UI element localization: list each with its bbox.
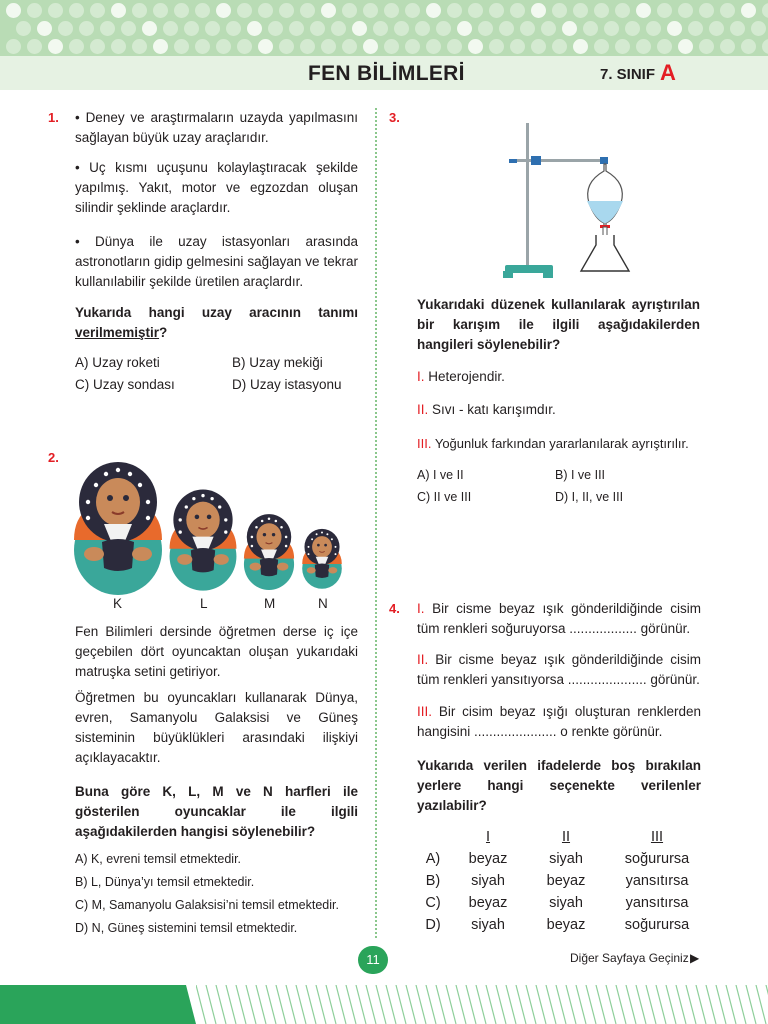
pattern-dot — [184, 21, 199, 36]
stripe-line — [406, 985, 416, 1024]
pattern-dot — [58, 21, 73, 36]
pattern-dot — [153, 3, 168, 18]
pattern-dot — [762, 3, 768, 18]
stripe-line — [386, 985, 396, 1024]
pattern-dot — [720, 3, 735, 18]
q3-statement-1 — [417, 367, 505, 387]
pattern-dot — [321, 3, 336, 18]
q1-question — [75, 303, 358, 343]
pattern-dot — [468, 3, 483, 18]
stripe-line — [466, 985, 476, 1024]
page-title: FEN BİLİMLERİ — [308, 62, 465, 85]
doll-label-l: L — [200, 596, 208, 611]
q4-table-header — [415, 826, 707, 848]
q4-option-d-col2: beyaz — [546, 917, 586, 933]
stripe-line — [486, 985, 496, 1024]
pattern-dot — [657, 39, 672, 54]
pattern-dot — [457, 21, 472, 36]
pattern-dot — [615, 39, 630, 54]
q4-option-b-col1: siyah — [471, 873, 505, 889]
pattern-dot — [174, 3, 189, 18]
pattern-dot — [195, 3, 210, 18]
pattern-dot — [699, 3, 714, 18]
pattern-dot — [510, 3, 525, 18]
q1-option-d[interactable]: D) Uzay istasyonu — [232, 377, 342, 392]
pattern-dot — [16, 21, 31, 36]
pattern-dot — [762, 39, 768, 54]
q4-statement-3-text: Bir cisim beyaz ışığı oluşturan renklerden hangisini ...................... o renkte görünür. — [417, 704, 701, 739]
stripe-line — [236, 985, 246, 1024]
q1-question-text: Yukarıda hangi uzay aracının tanımı — [75, 305, 358, 320]
pattern-dot — [741, 39, 756, 54]
pattern-dot — [499, 21, 514, 36]
q3-option-c[interactable]: C) II ve III — [417, 490, 472, 504]
q4-statement-2-text: Bir cisme beyaz ışık gönderildiğinde cisim tüm renkleri yansıtıyorsa ..................... görünür. — [417, 652, 701, 687]
pattern-dot — [615, 3, 630, 18]
pattern-dot — [237, 3, 252, 18]
grade-label: 7. SINIF — [600, 66, 656, 83]
stripe-line — [376, 985, 386, 1024]
pattern-dot — [226, 21, 241, 36]
booklet-letter: A — [660, 60, 676, 85]
pattern-dot — [289, 21, 304, 36]
pattern-dot — [426, 39, 441, 54]
stripe-line — [356, 985, 366, 1024]
stripe-line — [446, 985, 456, 1024]
pattern-dot — [394, 21, 409, 36]
q3-statement-1-number: I. — [417, 369, 425, 384]
doll-label-k: K — [113, 596, 123, 611]
q1-option-b[interactable]: B) Uzay mekiği — [232, 355, 323, 370]
pattern-dot — [426, 3, 441, 18]
doll-m — [244, 514, 294, 590]
pattern-dot — [279, 39, 294, 54]
stripe-line — [336, 985, 346, 1024]
stripe-line — [296, 985, 306, 1024]
stripe-line — [396, 985, 406, 1024]
pattern-dot — [531, 39, 546, 54]
q1-bullet-3-text: Dünya ile uzay istasyonları arasında astronotların gidip gelmesini sağlayan ve tekrar kullanılabilir şekilde üretilen araçlardır. — [75, 234, 358, 289]
pattern-dot — [79, 21, 94, 36]
q3-statement-3-text: Yoğunluk farkından yararlanılarak ayrıştırılır. — [434, 436, 689, 451]
pattern-dot — [111, 39, 126, 54]
stripe-line — [516, 985, 526, 1024]
pattern-dot — [163, 21, 178, 36]
pattern-dot — [132, 39, 147, 54]
q4-statement-1 — [417, 599, 701, 639]
pattern-dot — [552, 3, 567, 18]
pattern-dot — [573, 39, 588, 54]
pattern-dot — [625, 21, 640, 36]
q4-number: 4. — [389, 601, 400, 616]
q2-paragraph-1: Fen Bilimleri dersinde öğretmen derse iç içe geçebilen dört oyuncaktan oluşan yukarıdaki matruşka setini getiriyor. — [75, 624, 358, 679]
q1-option-a[interactable]: A) Uzay roketi — [75, 355, 160, 370]
stripe-line — [616, 985, 626, 1024]
pattern-dot — [352, 21, 367, 36]
stripe-line — [476, 985, 486, 1024]
q4-statement-1-text: Bir cisme beyaz ışık gönderildiğinde cisim tüm renkleri soğuruyorsa .................. görünür. — [417, 601, 701, 636]
q4-option-c-letter: C) — [425, 895, 441, 911]
q4-header-2-text: II — [561, 829, 571, 845]
pattern-dot — [6, 39, 21, 54]
pattern-dot — [48, 39, 63, 54]
stripe-line — [736, 985, 746, 1024]
doll-label-n: N — [318, 596, 328, 611]
q1-number: 1. — [48, 110, 59, 125]
q4-option-d-letter: D) — [425, 917, 441, 933]
stripe-line — [666, 985, 676, 1024]
stripe-line — [416, 985, 426, 1024]
pattern-dot — [174, 39, 189, 54]
q2-option-d[interactable]: D) N, Güneş sistemini temsil etmektedir. — [75, 921, 298, 935]
pattern-dot — [436, 21, 451, 36]
stripe-line — [556, 985, 566, 1024]
q4-question: Yukarıda verilen ifadelerde boş bırakılan yerlere hangi seçenekte verilenler yazılabilir? — [417, 758, 701, 813]
pattern-dot — [153, 39, 168, 54]
pattern-dot — [489, 39, 504, 54]
q3-option-d[interactable]: D) I, II, ve III — [555, 490, 624, 504]
stripe-line — [286, 985, 296, 1024]
stripe-line — [506, 985, 516, 1024]
pattern-dot — [268, 21, 283, 36]
pattern-dot — [510, 39, 525, 54]
q4-header-3 — [607, 826, 707, 848]
pattern-dot — [37, 21, 52, 36]
q3-option-b[interactable]: B) I ve III — [555, 468, 606, 482]
stripe-line — [306, 985, 316, 1024]
doll-k — [74, 462, 162, 595]
stripe-line — [456, 985, 466, 1024]
pattern-dot — [300, 3, 315, 18]
q4-option-b-col3: yansıtırsa — [625, 873, 689, 889]
q4-option-c-col1: beyaz — [468, 895, 508, 911]
stripe-line — [436, 985, 446, 1024]
q4-option-a-col2: siyah — [549, 851, 583, 867]
pattern-dot — [384, 39, 399, 54]
pattern-dot — [468, 39, 483, 54]
q4-option-c-col2: siyah — [549, 895, 583, 911]
separatory-funnel-apparatus-image — [495, 115, 645, 287]
pattern-dot — [447, 3, 462, 18]
q3-number: 3. — [389, 110, 400, 125]
q4-option-b[interactable] — [415, 870, 707, 892]
next-page-text: Diğer Sayfaya Geçiniz — [570, 951, 689, 965]
q4-header-1 — [451, 826, 525, 848]
pattern-dot — [247, 21, 262, 36]
matryoshka-dolls-image — [70, 455, 350, 595]
stripe-line — [526, 985, 536, 1024]
pattern-dot — [216, 39, 231, 54]
q4-option-a-letter: A) — [425, 851, 441, 867]
pattern-dot — [594, 3, 609, 18]
stripe-line — [546, 985, 556, 1024]
pattern-dot — [132, 3, 147, 18]
pattern-dot — [90, 39, 105, 54]
pattern-dot — [100, 21, 115, 36]
q4-option-c-col3: yansıtırsa — [625, 895, 689, 911]
q1-bullet-1: • Deney ve araştırmaların uzayda yapılmasını sağlayan büyük uzay araçlarıdır. — [75, 110, 358, 145]
q4-option-c[interactable] — [415, 892, 707, 914]
q4-statement-3 — [417, 702, 701, 742]
pattern-dot — [520, 21, 535, 36]
q4-header-1-text: I — [485, 829, 491, 845]
stripe-line — [626, 985, 636, 1024]
q4-header-2 — [525, 826, 607, 848]
pattern-dot — [121, 21, 136, 36]
pattern-dot — [310, 21, 325, 36]
pattern-dot — [205, 21, 220, 36]
pattern-dot — [447, 39, 462, 54]
stripe-line — [226, 985, 236, 1024]
stripe-line — [636, 985, 646, 1024]
stripe-line — [586, 985, 596, 1024]
pattern-dot — [27, 39, 42, 54]
pattern-dot — [751, 21, 766, 36]
pattern-dot — [27, 3, 42, 18]
doll-n — [302, 529, 342, 589]
footer-green-band — [0, 985, 196, 1024]
pattern-dot — [111, 3, 126, 18]
q2-option-b[interactable]: B) L, Dünya’yı temsil etmektedir. — [75, 875, 255, 889]
stripe-line — [246, 985, 256, 1024]
stripe-line — [346, 985, 356, 1024]
footer-stripes — [196, 985, 768, 1024]
pattern-dot — [90, 3, 105, 18]
pattern-dot — [195, 39, 210, 54]
pattern-dot — [69, 39, 84, 54]
pattern-dot — [342, 39, 357, 54]
stripe-line — [536, 985, 546, 1024]
stripe-line — [756, 985, 766, 1024]
pattern-dot — [604, 21, 619, 36]
q4-option-b-letter: B) — [425, 873, 441, 889]
pattern-dot — [678, 39, 693, 54]
pattern-dot — [405, 39, 420, 54]
pattern-dot — [541, 21, 556, 36]
pattern-dot — [636, 3, 651, 18]
stripe-line — [696, 985, 706, 1024]
stripe-line — [266, 985, 276, 1024]
q3-statement-1-text: Heterojendir. — [428, 369, 505, 384]
stripe-line — [746, 985, 756, 1024]
pattern-dot — [636, 39, 651, 54]
pattern-dot — [48, 3, 63, 18]
q1-question-end: ? — [159, 325, 168, 340]
q1-bullet-2: • Uç kısmı uçuşunu kolaylaştıracak şekilde yapılmış. Yakıt, motor ve egzozdan oluşan silindir şeklinde araçlardır. — [75, 160, 358, 215]
pattern-dot — [405, 3, 420, 18]
q1-question-underlined: verilmemiştir — [75, 325, 160, 340]
stripe-line — [206, 985, 216, 1024]
stripe-line — [496, 985, 506, 1024]
pattern-dot — [562, 21, 577, 36]
pattern-dot — [741, 3, 756, 18]
stripe-line — [676, 985, 686, 1024]
q3-statement-2 — [417, 400, 556, 420]
pattern-dot — [667, 21, 682, 36]
stripe-line — [576, 985, 586, 1024]
q2-option-a[interactable]: A) K, evreni temsil etmektedir. — [75, 852, 242, 866]
stripe-line — [216, 985, 226, 1024]
q2-option-c[interactable]: C) M, Samanyolu Galaksisi’ni temsil etmektedir. — [75, 898, 339, 912]
pattern-dot — [258, 3, 273, 18]
stripe-line — [256, 985, 266, 1024]
pattern-dot — [321, 39, 336, 54]
pattern-dot — [342, 3, 357, 18]
q1-bullet-1-text: Deney ve araştırmaların uzayda yapılmasını sağlayan büyük uzay araçlarıdır. — [75, 110, 358, 145]
q4-statement-3-number: III. — [417, 704, 433, 719]
q1-bullet-2-text: Uç kısmı uçuşunu kolaylaştıracak şekilde yapılmış. Yakıt, motor ve egzozdan oluşan silindir şeklinde araçlardır. — [75, 160, 358, 215]
pattern-dot — [142, 21, 157, 36]
pattern-dot — [594, 39, 609, 54]
q4-option-b-col2: beyaz — [546, 873, 586, 889]
pattern-dot — [552, 39, 567, 54]
q3-statement-3-number: III. — [417, 436, 432, 451]
q4-statement-2-number: II. — [417, 652, 429, 667]
pattern-dot — [363, 3, 378, 18]
q4-statement-2 — [417, 650, 701, 690]
pattern-dot — [258, 39, 273, 54]
pattern-dot — [730, 21, 745, 36]
page-number: 11 — [358, 946, 388, 974]
q4-answer-table — [415, 826, 707, 936]
q4-header-3-text: III — [650, 829, 664, 845]
stripe-line — [196, 985, 206, 1024]
pattern-dot — [583, 21, 598, 36]
q4-option-a[interactable] — [415, 848, 707, 870]
stripe-line — [326, 985, 336, 1024]
q3-question: Yukarıdaki düzenek kullanılarak ayrıştırılan bir karışım ile ilgili aşağıdakilerden hangileri söylenebilir? — [417, 297, 700, 352]
pattern-dot — [331, 21, 346, 36]
stripe-line — [716, 985, 726, 1024]
q4-statement-1-number: I. — [417, 601, 425, 616]
pattern-dot — [531, 3, 546, 18]
stripe-line — [566, 985, 576, 1024]
pattern-dot — [489, 3, 504, 18]
q4-option-a-col3: soğurursa — [624, 851, 690, 867]
stripe-line — [646, 985, 656, 1024]
pattern-dot — [720, 39, 735, 54]
q2-paragraph-2: Öğretmen bu oyuncakları kullanarak Dünya, evren, Samanyolu Galaksisi ve Güneş sisteminin büyüklükleri arasındaki ilişkiyi açıklayacaktır. — [75, 690, 358, 765]
header-pattern — [0, 0, 768, 56]
pattern-dot — [688, 21, 703, 36]
pattern-dot — [363, 39, 378, 54]
column-divider — [375, 108, 377, 938]
q3-statement-3 — [417, 434, 689, 454]
q1-bullet-3: • Dünya ile uzay istasyonları arasında astronotların gidip gelmesini sağlayan ve tekrar kullanılabilir şekilde üretilen araçlardır. — [75, 234, 358, 289]
q3-statement-2-number: II. — [417, 402, 429, 417]
pattern-dot — [573, 3, 588, 18]
pattern-dot — [216, 3, 231, 18]
pattern-dot — [384, 3, 399, 18]
q4-header-empty — [415, 826, 451, 848]
stripe-line — [706, 985, 716, 1024]
pattern-dot — [657, 3, 672, 18]
q4-option-a-col1: beyaz — [468, 851, 508, 867]
pattern-dot — [415, 21, 430, 36]
stripe-line — [726, 985, 736, 1024]
play-arrow-icon: ▶ — [690, 951, 700, 965]
q1-option-c[interactable]: C) Uzay sondası — [75, 377, 175, 392]
pattern-dot — [678, 3, 693, 18]
pattern-dot — [478, 21, 493, 36]
pattern-dot — [279, 3, 294, 18]
pattern-dot — [699, 39, 714, 54]
stripe-line — [276, 985, 286, 1024]
q4-option-d-col1: siyah — [471, 917, 505, 933]
q3-option-a[interactable]: A) I ve II — [417, 468, 464, 482]
stripe-line — [426, 985, 436, 1024]
pattern-dot — [300, 39, 315, 54]
pattern-dot — [237, 39, 252, 54]
pattern-dot — [373, 21, 388, 36]
q3-statement-2-text: Sıvı - katı karışımdır. — [432, 402, 556, 417]
stripe-line — [656, 985, 666, 1024]
q2-question: Buna göre K, L, M ve N harfleri ile gösterilen oyuncaklar ile ilgili aşağıdakilerden hangisi söylenebilir? — [75, 784, 358, 839]
doll-label-m: M — [264, 596, 276, 611]
stripe-line — [596, 985, 606, 1024]
stripe-line — [606, 985, 616, 1024]
pattern-dot — [709, 21, 724, 36]
pattern-dot — [6, 3, 21, 18]
q4-option-d-col3: soğurursa — [624, 917, 690, 933]
q2-number: 2. — [48, 450, 59, 465]
doll-l — [170, 490, 237, 591]
pattern-dot — [69, 3, 84, 18]
stripe-line — [366, 985, 376, 1024]
pattern-dot — [646, 21, 661, 36]
q4-option-d[interactable] — [415, 914, 707, 936]
stripe-line — [686, 985, 696, 1024]
stripe-line — [316, 985, 326, 1024]
